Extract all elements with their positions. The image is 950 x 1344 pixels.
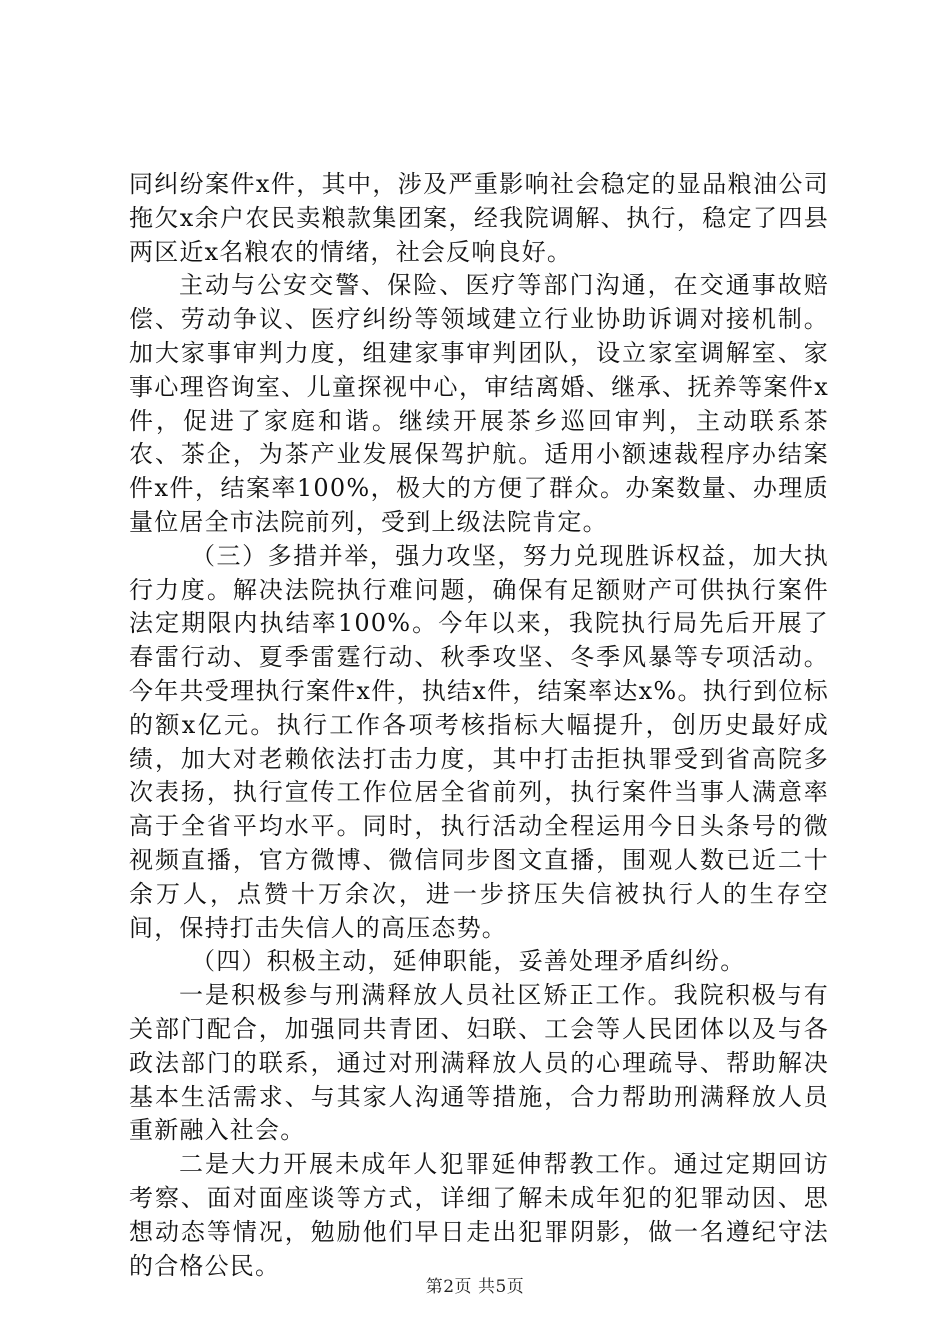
page-number-footer: 第2页 共5页 [425, 1277, 525, 1297]
paragraph-continuation: 同纠纷案件x件，其中，涉及严重影响社会稳定的显品粮油公司拖欠x余户农民卖粮款集团案，经我院调解、执行，稳定了四县两区近x名粮农的情绪，社会反响良好。 [129, 170, 829, 266]
paragraph-section-three: （三）多措并举，强力攻坚，努力兑现胜诉权益，加大执行力度。解决法院执行难问题，确保有足额财产可供执行案件法定期限内执结率100%。今年以来，我院执行局先后开展了春雷行动、夏季雷霆行动、秋季攻坚、冬季风暴等专项活动。今年共受理执行案件x件，执结x件，结案率达x%。执行到位标的额x亿元。执行工作各项考核指标大幅提升，创历史最好成绩，加大对老赖依法打击力度，其中打击拒执罪受到省高院多次表扬，执行宣传工作位居全省前列，执行案件当事人满意率高于全省平均水平。同时，执行活动全程运用今日头条号的微视频直播，官方微博、微信同步图文直播，围观人数已近二十余万人，点赞十万余次，进一步挤压失信被执行人的生存空间，保持打击失信人的高压态势。 [129, 541, 829, 942]
document-body [129, 168, 829, 1283]
paragraph-juvenile-assistance: 二是大力开展未成年人犯罪延伸帮教工作。通过定期回访考察、面对面座谈等方式，详细了解未成年犯的犯罪动因、思想动态等情况，勉励他们早日走出犯罪阴影，做一名遵纪守法的合格公民。 [129, 1150, 829, 1280]
paragraph-section-four-heading: （四）积极主动，延伸职能，妥善处理矛盾纠纷。 [191, 947, 746, 976]
paragraph-community-correction: 一是积极参与刑满释放人员社区矫正工作。我院积极与有关部门配合，加强同共青团、妇联、工会等人民团体以及与各政法部门的联系，通过对刑满释放人员的心理疏导、帮助解决基本生活需求、与其家人沟通等措施，合力帮助刑满释放人员重新融入社会。 [129, 981, 829, 1145]
paragraph-mediation-mechanism: 主动与公安交警、保险、医疗等部门沟通，在交通事故赔偿、劳动争议、医疗纠纷等领域建立行业协助诉调对接机制。加大家事审判力度，组建家事审判团队，设立家室调解室、家事心理咨询室、儿童探视中心，审结离婚、继承、抚养等案件x件，促进了家庭和谐。继续开展茶乡巡回审判，主动联系茶农、茶企，为茶产业发展保驾护航。适用小额速裁程序办结案件x件，结案率100%，极大的方便了群众。办案数量、办理质量位居全市法院前列，受到上级法院肯定。 [129, 271, 829, 536]
